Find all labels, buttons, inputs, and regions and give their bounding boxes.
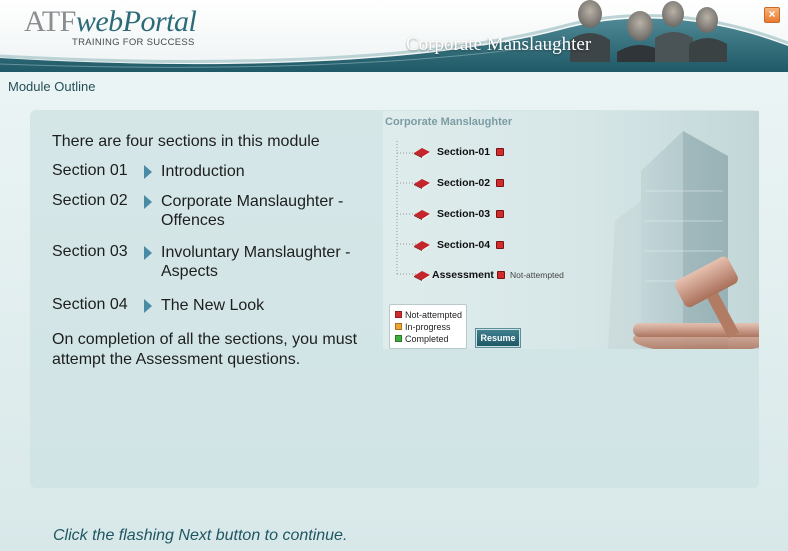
green-square-icon — [395, 335, 402, 342]
tree-node-section-02[interactable]: Section-02 — [437, 177, 504, 189]
orange-square-icon — [395, 323, 402, 330]
not-attempted-status-icon — [496, 148, 504, 156]
tree-node-assessment[interactable]: Assessment — [432, 269, 505, 281]
legend-item-not-attempted: Not-attempted — [395, 309, 461, 321]
intro-text: There are four sections in this module — [52, 133, 320, 150]
close-button[interactable]: × — [764, 7, 780, 23]
header-banner — [0, 0, 788, 72]
not-attempted-status-icon — [497, 271, 505, 279]
logo-tagline: TRAINING FOR SUCCESS — [72, 37, 195, 48]
not-attempted-status-icon — [496, 241, 504, 249]
completion-note: On completion of all the sections, you must attempt the Assessment questions. — [52, 331, 358, 368]
book-icon — [413, 146, 431, 158]
legend-item-completed: Completed — [395, 333, 461, 345]
not-attempted-status-icon — [496, 179, 504, 187]
next-instruction: Click the flashing Next button to continue. — [53, 527, 348, 544]
section-name: Corporate Manslaughter - Offences — [161, 193, 344, 229]
atf-logo — [24, 6, 196, 48]
section-number: Section 01 — [52, 162, 128, 179]
module-outline-heading: Module Outline — [8, 79, 96, 94]
logo-wordmark: ATFwebPortal — [24, 5, 197, 38]
status-legend — [389, 304, 467, 349]
section-number: Section 02 — [52, 192, 128, 209]
section-name: Introduction — [161, 163, 245, 180]
tree-node-section-04[interactable]: Section-04 — [437, 239, 504, 251]
arrow-right-icon — [144, 246, 152, 260]
book-icon — [413, 208, 431, 220]
course-title: Corporate Manslaughter — [406, 34, 592, 55]
assessment-status-text: Not-attempted — [510, 270, 564, 280]
tree-node-section-03[interactable]: Section-03 — [437, 208, 504, 220]
tree-title: Corporate Manslaughter — [385, 116, 513, 128]
section-number: Section 04 — [52, 296, 128, 313]
section-number: Section 03 — [52, 243, 128, 260]
arrow-right-icon — [144, 299, 152, 313]
section-name: Involuntary Manslaughter - Aspects — [161, 244, 351, 280]
section-name: The New Look — [161, 297, 265, 314]
legend-item-in-progress: In-progress — [395, 321, 461, 333]
book-icon — [413, 269, 431, 281]
arrow-right-icon — [144, 195, 152, 209]
book-icon — [413, 177, 431, 189]
arrow-right-icon — [144, 165, 152, 179]
resume-button[interactable]: Resume — [476, 329, 520, 347]
tree-node-section-01[interactable]: Section-01 — [437, 146, 504, 158]
not-attempted-status-icon — [496, 210, 504, 218]
red-square-icon — [395, 311, 402, 318]
book-icon — [413, 239, 431, 251]
